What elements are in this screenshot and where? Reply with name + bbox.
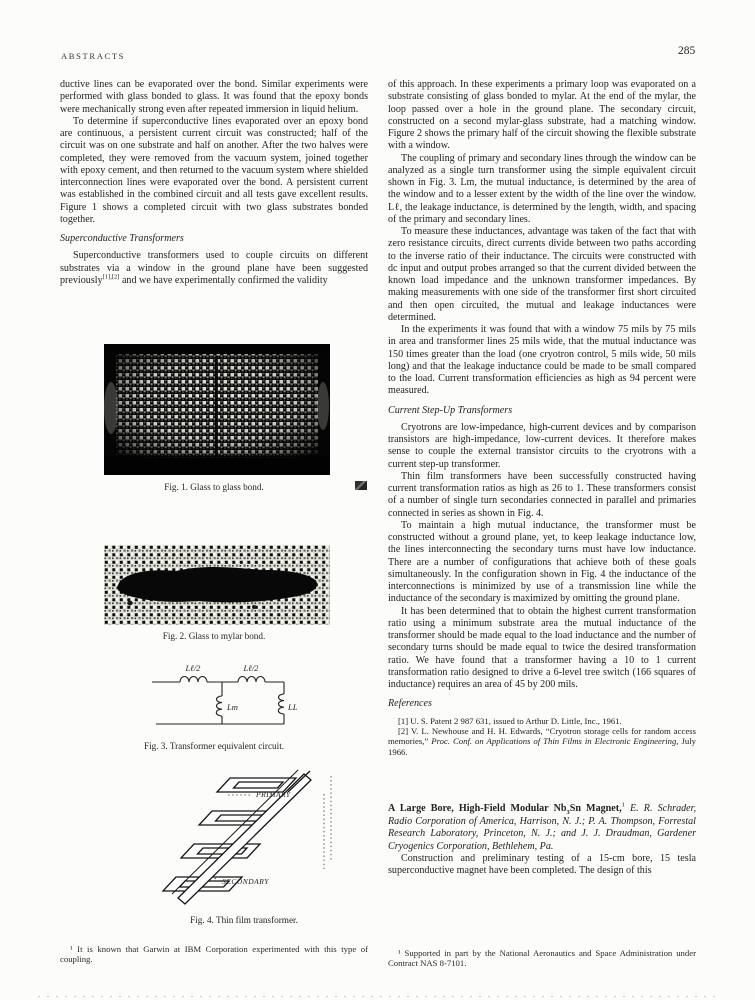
figure-1-photo xyxy=(104,344,330,475)
paragraph-continuation: ductive lines can be evaporated over the bond. Similar experiments were performed with glass bonded to glass. It was found that the epoxy bonds were mechanically strong even after repeated immersion in liquid helium. xyxy=(60,79,368,115)
references-heading: References xyxy=(388,698,432,710)
footnote-text: ¹ It is known that Garwin at IBM Corporation experimented with this type of coupling. xyxy=(60,944,368,965)
reference-journal: Proc. Conf. on Applications of Thin Films in Electronic Engineering xyxy=(431,736,677,747)
reference-entry xyxy=(388,726,696,757)
footnote-marker: 1 xyxy=(621,801,625,809)
paragraph: To determine if superconductive lines evaporated over an epoxy bond are continuous, a persistent current circuit was constructed; half of the circuit was on one substrate and half on another. After the two halves were completed, they were removed from the vacuum system, joined together with epoxy cement, and then returned to the vacuum system where shielded interconnection lines were evaporated over the bond. A persistent current was established in the combined circuit and all tests gave excellent results. Figure 1 shows a completed circuit with two glass substrates bonded together. xyxy=(60,115,368,225)
figure-3-caption: Fig. 3. Transformer equivalent circuit. xyxy=(143,741,285,751)
equivalent-circuit-drawing xyxy=(146,658,306,738)
figure-1-caption: Fig. 1. Glass to glass bond. xyxy=(164,482,264,492)
glass-bond-photo-image xyxy=(104,344,330,475)
secondary-label: SECONDARY xyxy=(222,877,269,886)
left-column xyxy=(60,79,368,329)
paragraph: The coupling of primary and secondary lines through the window can be analyzed as a single turn transformer using the simple equivalent circuit shown in Fig. 3. Lm, the mutual inductance, is determined by the area of the window and to a lesser extent by the width of the line over the window. Lℓ, the leakage inductance, is determined by the length, width, and spacing of the primary and secondary lines. xyxy=(388,152,696,225)
mylar-bond-photo-image xyxy=(104,545,330,625)
paragraph: Thin film transformers have been successfully constructed having current transformation ratios as high as 26 to 1. These transformers consist of a number of single turn secondaries connected in parallel and primaries connected in series as shown in Fig. 4. xyxy=(388,470,696,519)
left-footnote xyxy=(60,944,368,965)
chemical-subscript: 3 xyxy=(566,809,570,817)
right-column xyxy=(388,79,696,878)
abstract-title: Sn Magnet, xyxy=(569,803,622,815)
abstract-title: A Large Bore, High-Field Modular Nb xyxy=(388,803,567,815)
paragraph-continuation: of this approach. In these experiments a primary loop was evaporated on a substrate consisting of glass bonded to mylar. At the end of the mylar, the loop passed over a hole in the ground plane. The secondary circuit, constructed on a second mylar-glass substrate, had a matching window. Figure 2 shows the primary half of the circuit showing the flexible substrate with a window. xyxy=(388,79,696,152)
abstract-authors: E. R. Schrader, Radio Corporation of America, Harrison, N. J.; P. A. Thompson, Forrestal Research Laboratory, Princeton, N. J.; and J. J. Draudman, Gardener Cryogenics Corporation, Bethlehem, Pa. xyxy=(388,803,696,852)
thin-film-transformer-drawing xyxy=(138,764,350,908)
reference-entry: [1] U. S. Patent 2 987 631, issued to Arthur D. Little, Inc., 1961. xyxy=(398,715,622,726)
figure-2-caption: Fig. 2. Glass to mylar bond. xyxy=(162,631,266,641)
paragraph: Construction and preliminary testing of a 15-cm bore, 15 tesla superconductive magnet have been completed. The design of this xyxy=(388,853,696,877)
page-number: 285 xyxy=(678,45,696,57)
running-header: ABSTRACTS xyxy=(61,51,126,61)
leakage-inductance-left-label: Lℓ/2 xyxy=(185,663,201,673)
paragraph: It has been determined that to obtain the highest current transformation ratio using a minimum substrate area the mutual inductance of the transformer should be made equal to the load inductance and the number of secondary turns should be made equal to twice the desired transformation ratio. We have found that a transformer having a 10 to 1 current transformation ratio designed to drive a 6-level tree switch (166 squares of inductance) requires an area of 45 by 200 mils. xyxy=(388,605,696,690)
paragraph: To maintain a high mutual inductance, the transformer must be constructed without a ground plane, yet, to keep leakage inductance low, the lines interconnecting the secondary turns must have low inductance. There are a number of configurations that achieve both of these goals simultaneously. In the configuration shown in Fig. 4 the inductance of the interconnections is minimized by use of a transmission line while the inductance of the secondary is maximized by omitting the ground plane. xyxy=(388,519,696,605)
print-artifact xyxy=(355,481,367,490)
reference-text: , July 1966. xyxy=(388,736,696,757)
mutual-inductance-label: Lm xyxy=(227,702,238,712)
right-footnote xyxy=(388,948,696,969)
paragraph: To measure these inductances, advantage was taken of the fact that with zero resistance circuits, direct currents divide between two paths according to the inverse ratio of their inductance. The circuits were constructed with dc input and output probes arranged so that the current divided between the known load impedance and the unknown transformer impedances. By making measurements with one side of the transformer first short circuited and then open circuited, the mutual and leakage inductances were determined. xyxy=(388,226,696,323)
load-inductance-label: LL xyxy=(288,702,298,712)
paragraph: Cryotrons are low-impedance, high-current devices and by comparison transistors are high-impedance, low-current devices. It therefore makes sense to couple the external transistor circuits to the cryotrons with a current step-up transformer. xyxy=(388,421,696,470)
primary-label: PRIMARY xyxy=(256,790,291,799)
paragraph-text: and we have experimentally confirmed the validity xyxy=(119,274,328,286)
scan-artifact-line xyxy=(38,996,722,997)
citation-marker: [1],[2] xyxy=(102,273,120,281)
figure-2-photo xyxy=(104,545,330,625)
figure-3-circuit-diagram xyxy=(146,658,306,738)
paragraph xyxy=(60,250,368,287)
paragraph-text: Superconductive transformers used to couple circuits on different substrates via a window in the ground plane have been suggested previously xyxy=(60,250,368,286)
references-list xyxy=(388,716,696,758)
section-heading-superconductive-transformers: Superconductive Transformers xyxy=(60,233,184,244)
figure-4-transformer-diagram xyxy=(138,764,350,908)
next-abstract-title-block xyxy=(388,803,696,853)
reference-text: [2] V. L. Newhouse and H. H. Edwards, “Cryotron storage cells for random access memories,” xyxy=(388,725,696,747)
leakage-inductance-right-label: Lℓ/2 xyxy=(243,663,259,673)
section-heading-current-step-up-transformers: Current Step-Up Transformers xyxy=(388,404,513,416)
figure-4-caption: Fig. 4. Thin film transformer. xyxy=(190,915,298,925)
footnote-text: ¹ Supported in part by the National Aeronautics and Space Administration under Contract NAS 8-7101. xyxy=(388,948,696,969)
paragraph: In the experiments it was found that with a window 75 mils by 75 mils in area and transformer lines 25 mils wide, that the mutual inductance was 150 times greater than the load (one cryotron control, 5 mils wide, 50 mils long) and that the leakage inductance could be made to be small compared to the load. Current transformation efficiencies as high as 94 percent were measured. xyxy=(388,324,696,397)
